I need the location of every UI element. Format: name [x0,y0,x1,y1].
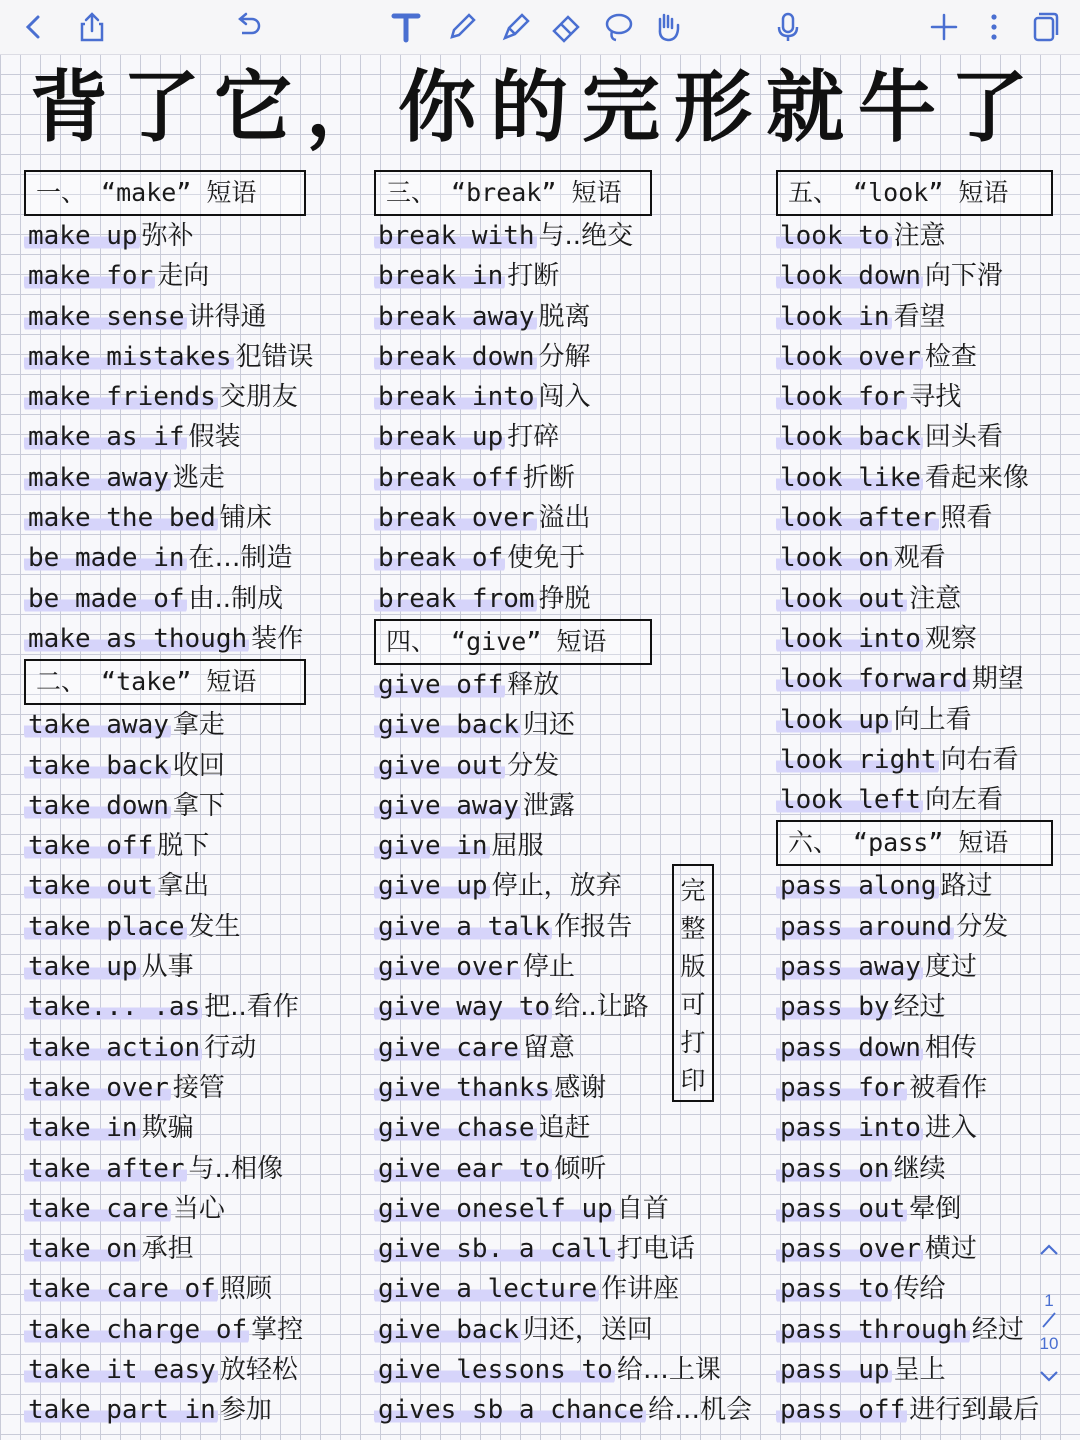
column-make-take [24,170,314,1431]
phrase-row [776,987,1053,1027]
phrase-chinese: 照看 [940,503,993,534]
phrase-chinese: 留意 [522,1032,575,1063]
phrase-chinese: 打电话 [616,1234,695,1265]
phrase-chinese: 掌控 [251,1314,304,1345]
page-title: 背了它，你的完形就牛了 [30,62,1043,153]
pages-icon[interactable] [1026,9,1062,45]
phrase-english: be made of [24,584,187,614]
add-icon[interactable] [926,9,962,45]
phrase-english: take action [24,1033,202,1063]
phrase-english: take over [24,1073,171,1103]
phrase-chinese: 讲得通 [188,301,267,332]
phrase-english: look back [776,422,923,452]
phrase-english: break off [374,463,521,493]
phrase-chinese: 向右看 [940,744,1019,775]
phrase-english: give away [374,791,521,821]
phrase-english: take charge of [24,1315,249,1345]
phrase-row [776,297,1053,337]
phrase-row [776,1108,1053,1148]
phrase-chinese: 经过 [893,992,946,1023]
phrase-row [776,377,1053,417]
phrase-chinese: 归还 [522,710,575,741]
phrase-english: look after [776,503,939,533]
section-header: 二、 “take” 短语 [24,659,306,705]
phrase-row [24,1269,314,1309]
phrase-chinese: 观察 [924,623,977,654]
phrase-row [776,1310,1053,1350]
phrase-english: give chase [374,1113,537,1143]
phrase-chinese: 作讲座 [601,1274,680,1305]
phrase-chinese: 打碎 [507,422,560,453]
phrase-chinese: 路过 [940,871,993,902]
phrase-chinese: 看起来像 [924,462,1029,493]
phrase-chinese: 逃走 [172,462,225,493]
phrase-english: pass to [776,1274,892,1304]
phrase-row [24,297,314,337]
phrase-chinese: 晕倒 [909,1193,962,1224]
phrase-chinese: 收回 [172,750,225,781]
section-header: 六、 “pass” 短语 [776,820,1053,866]
phrase-english: take off [24,831,155,861]
phrase-chinese: 度过 [924,952,977,983]
phrase-english: take down [24,791,171,821]
phrase-row [24,337,314,377]
phrase-english: pass up [776,1355,892,1385]
phrase-row [374,1108,752,1148]
phrase-english: break away [374,302,537,332]
microphone-icon[interactable] [770,9,806,45]
section-header: 四、 “give” 短语 [374,619,652,665]
phrase-row [374,216,752,256]
share-icon[interactable] [74,9,110,45]
phrase-english: pass by [776,992,892,1022]
column-break-give [374,170,752,1431]
phrase-english: make sense [24,302,187,332]
printable-note-box [672,864,714,1102]
phrase-english: give off [374,670,505,700]
phrase-row [24,826,314,866]
phrase-chinese: 向下滑 [924,261,1003,292]
phrase-row [776,337,1053,377]
phrase-english: give up [374,871,490,901]
phrase-chinese: 放轻松 [219,1355,298,1386]
section-header: 五、 “look” 短语 [776,170,1053,216]
lasso-icon[interactable] [600,9,636,45]
phrase-row [374,1229,752,1269]
phrase-chinese: 把..看作 [204,992,299,1023]
phrase-english: take care [24,1194,171,1224]
phrase-english: take... .as [24,992,202,1022]
phrase-english: give in [374,831,490,861]
phrase-english: break over [374,503,537,533]
phrase-english: look to [776,221,892,251]
phrase-row [776,700,1053,740]
phrase-english: make for [24,261,155,291]
phrase-row [374,786,752,826]
phrase-english: pass on [776,1154,892,1184]
phrase-english: take out [24,871,155,901]
phrase-row [374,1310,752,1350]
phrase-english: take away [24,710,171,740]
phrase-english: break into [374,382,537,412]
phrase-english: gives sb a chance [374,1395,646,1425]
phrase-chinese: 犯错误 [235,341,314,372]
phrase-english: give ear to [374,1154,552,1184]
phrase-english: take in [24,1113,140,1143]
phrase-chinese: 看望 [893,301,946,332]
phrase-row [24,1229,314,1269]
undo-icon[interactable] [230,9,266,45]
note-char: 印 [680,1066,706,1095]
phrase-english: break from [374,584,537,614]
phrase-row [24,1068,314,1108]
phrase-row [24,1149,314,1189]
phrase-english: give care [374,1033,521,1063]
phrase-chinese: 被看作 [909,1072,988,1103]
phrase-row [24,538,314,578]
page-indicator [1030,1240,1068,1410]
phrase-row [776,417,1053,457]
phrase-row [24,1028,314,1068]
phrase-chinese: 归还，送回 [522,1314,653,1345]
phrase-row [374,498,752,538]
phrase-row [776,1269,1053,1309]
phrase-row [374,579,752,619]
chevron-up-icon[interactable] [1037,1240,1061,1260]
text-tool-icon[interactable] [388,9,424,45]
phrase-row [24,1189,314,1229]
phrase-english: pass into [776,1113,923,1143]
phrase-row [24,498,314,538]
phrase-row [374,458,752,498]
phrase-chinese: 倾听 [554,1153,607,1184]
phrase-english: pass away [776,952,923,982]
note-char: 版 [680,952,706,981]
phrase-chinese: 注意 [893,221,946,251]
phrase-chinese: 发生 [188,911,241,942]
phrase-english: give back [374,1315,521,1345]
phrase-chinese: 释放 [507,669,560,700]
phrase-chinese: 拿走 [172,710,225,741]
phrase-chinese: 传给 [893,1274,946,1305]
phrase-chinese: 泄露 [522,790,575,821]
phrase-row [776,619,1053,659]
phrase-chinese: 给…机会 [648,1395,753,1426]
phrase-chinese: 停止，放弃 [491,871,622,902]
phrase-row [776,538,1053,578]
phrase-row [776,256,1053,296]
total-pages: 10 [1039,1334,1059,1353]
phrase-row [24,458,314,498]
phrase-chinese: 走向 [157,261,210,292]
phrase-row [374,337,752,377]
phrase-english: look for [776,382,907,412]
phrase-row [776,579,1053,619]
phrase-row [24,907,314,947]
phrase-english: take on [24,1234,140,1264]
phrase-row [374,1149,752,1189]
phrase-row [776,659,1053,699]
phrase-row [24,987,314,1027]
phrase-row [24,786,314,826]
phrase-row [24,256,314,296]
eraser-icon[interactable] [548,9,584,45]
chevron-down-icon[interactable] [1037,1366,1061,1386]
phrase-chinese: 在…制造 [188,543,293,574]
phrase-english: give lessons to [374,1355,615,1385]
phrase-chinese: 使免于 [507,543,586,574]
phrase-row [24,746,314,786]
phrase-english: pass down [776,1033,923,1063]
phrase-row [24,417,314,457]
phrase-english: pass along [776,871,939,901]
phrase-row [776,1350,1053,1390]
phrase-chinese: 当心 [172,1193,225,1224]
phrase-chinese: 与..相像 [188,1153,284,1184]
phrase-row [776,740,1053,780]
phrase-english: look down [776,261,923,291]
phrase-english: pass over [776,1234,923,1264]
phrase-english: look up [776,705,892,735]
phrase-chinese: 相传 [924,1032,977,1063]
phrase-row [374,538,752,578]
toolbar [0,0,1080,55]
phrase-row [24,1350,314,1390]
phrase-row [776,907,1053,947]
phrase-chinese: 分发 [507,750,560,781]
phrase-chinese: 与..绝交 [538,221,634,251]
phrase-english: make up [24,221,140,251]
phrase-row [776,866,1053,906]
phrase-chinese: 脱下 [157,831,210,862]
phrase-row [24,619,314,659]
phrase-row [374,377,752,417]
hand-icon[interactable] [650,9,686,45]
phrase-chinese: 承担 [141,1234,194,1265]
phrase-english: look in [776,302,892,332]
phrase-row [776,1189,1053,1229]
phrase-english: take it easy [24,1355,218,1385]
phrase-chinese: 挣脱 [538,583,591,614]
phrase-chinese: 屈服 [491,831,544,862]
phrase-english: take after [24,1154,187,1184]
phrase-row [24,1108,314,1148]
more-icon[interactable] [976,9,1012,45]
phrase-chinese: 折断 [522,462,575,493]
phrase-chinese: 拿出 [157,871,210,902]
phrase-english: look on [776,543,892,573]
phrase-chinese: 向左看 [924,785,1003,816]
phrase-english: give oneself up [374,1194,615,1224]
phrase-english: give over [374,952,521,982]
phrase-chinese: 感谢 [554,1072,607,1103]
phrase-english: give sb. a call [374,1234,615,1264]
phrase-english: make as if [24,422,187,452]
phrase-row [776,1028,1053,1068]
phrase-chinese: 溢出 [538,503,591,534]
phrase-chinese: 由..制成 [188,583,284,614]
phrase-english: take part in [24,1395,218,1425]
highlighter-icon[interactable] [498,9,534,45]
phrase-chinese: 行动 [204,1032,257,1063]
phrase-chinese: 铺床 [219,503,272,534]
phrase-english: pass out [776,1194,907,1224]
phrase-row [776,458,1053,498]
phrase-chinese: 拿下 [172,790,225,821]
column-look-pass [776,170,1053,1431]
phrase-chinese: 停止 [522,952,575,983]
phrase-row [374,297,752,337]
phrase-english: look out [776,584,907,614]
phrase-english: break in [374,261,505,291]
phrase-english: look left [776,785,923,815]
phrase-chinese: 向上看 [893,704,972,735]
back-icon[interactable] [16,9,52,45]
pen-icon[interactable] [444,9,480,45]
phrase-chinese: 给…上课 [616,1355,721,1386]
phrase-row [776,1229,1053,1269]
phrase-english: look into [776,624,923,654]
phrase-chinese: 接管 [172,1072,225,1103]
note-char: 完 [680,876,706,905]
phrase-chinese: 回头看 [924,422,1003,453]
phrase-english: make the bed [24,503,218,533]
phrase-chinese: 分发 [956,911,1009,942]
phrase-english: look right [776,745,939,775]
phrase-row [24,1310,314,1350]
phrase-chinese: 欺骗 [141,1113,194,1144]
phrase-chinese: 呈上 [893,1355,946,1386]
phrase-chinese: 进行到最后 [909,1395,1040,1426]
phrase-english: give a talk [374,912,552,942]
phrase-row [776,780,1053,820]
phrase-english: take place [24,912,187,942]
section-header: 一、 “make” 短语 [24,170,306,216]
phrase-row [374,417,752,457]
phrase-row [776,216,1053,256]
phrase-row [374,1390,752,1430]
phrase-row [776,1149,1053,1189]
note-char: 可 [680,990,706,1019]
phrase-chinese: 期望 [971,664,1024,695]
phrase-chinese: 给..让路 [554,992,649,1023]
phrase-english: break up [374,422,505,452]
phrase-english: take care of [24,1274,218,1304]
phrase-english: pass around [776,912,954,942]
phrase-english: give back [374,710,521,740]
phrase-chinese: 寻找 [909,382,962,413]
phrase-english: pass through [776,1315,970,1345]
section-header: 三、 “break” 短语 [374,170,652,216]
phrase-chinese: 横过 [924,1234,977,1265]
page-divider [1037,1311,1061,1329]
phrase-english: break down [374,342,537,372]
phrase-english: give way to [374,992,552,1022]
phrase-row [776,947,1053,987]
phrase-chinese: 从事 [141,952,194,983]
phrase-chinese: 注意 [909,583,962,614]
phrase-row [374,826,752,866]
phrase-english: make as though [24,624,249,654]
phrase-chinese: 照顾 [219,1274,272,1305]
phrase-english: give thanks [374,1073,552,1103]
phrase-chinese: 继续 [893,1153,946,1184]
phrase-chinese: 进入 [924,1113,977,1144]
phrase-english: pass for [776,1073,907,1103]
phrase-row [24,216,314,256]
phrase-row [374,746,752,786]
phrase-chinese: 参加 [219,1395,272,1426]
phrase-row [374,256,752,296]
phrase-row [24,377,314,417]
phrase-english: look like [776,463,923,493]
phrase-chinese: 闯入 [538,382,591,413]
phrase-chinese: 检查 [924,341,977,372]
phrase-chinese: 假装 [188,422,241,453]
phrase-chinese: 打断 [507,261,560,292]
phrase-english: make away [24,463,171,493]
phrase-row [24,579,314,619]
phrase-row [374,705,752,745]
phrase-row [24,947,314,987]
current-page: 1 [1044,1291,1054,1310]
phrase-english: look forward [776,664,970,694]
phrase-row [374,1269,752,1309]
phrase-english: break with [374,221,537,251]
phrase-english: look over [776,342,923,372]
phrase-english: be made in [24,543,187,573]
phrase-row [374,1189,752,1229]
phrase-row [776,1390,1053,1430]
phrase-chinese: 脱离 [538,301,591,332]
phrase-row [374,665,752,705]
phrase-chinese: 自首 [616,1193,669,1224]
phrase-row [24,1390,314,1430]
phrase-row [776,498,1053,538]
phrase-chinese: 装作 [251,623,304,654]
phrase-row [24,866,314,906]
phrase-row [24,705,314,745]
phrase-english: pass off [776,1395,907,1425]
phrase-chinese: 弥补 [141,221,194,251]
phrase-row [776,1068,1053,1108]
phrase-chinese: 作报告 [554,911,633,942]
phrase-english: give out [374,751,505,781]
phrase-english: take up [24,952,140,982]
phrase-english: make friends [24,382,218,412]
phrase-chinese: 交朋友 [219,382,298,413]
note-char: 打 [680,1028,706,1057]
phrase-row [374,1350,752,1390]
phrase-chinese: 经过 [971,1314,1024,1345]
phrase-chinese: 分解 [538,341,591,372]
phrase-english: break of [374,543,505,573]
phrase-english: take back [24,751,171,781]
phrase-english: make mistakes [24,342,234,372]
phrase-english: give a lecture [374,1274,599,1304]
phrase-chinese: 追赶 [538,1113,591,1144]
phrase-chinese: 观看 [893,543,946,574]
note-char: 整 [680,914,706,943]
